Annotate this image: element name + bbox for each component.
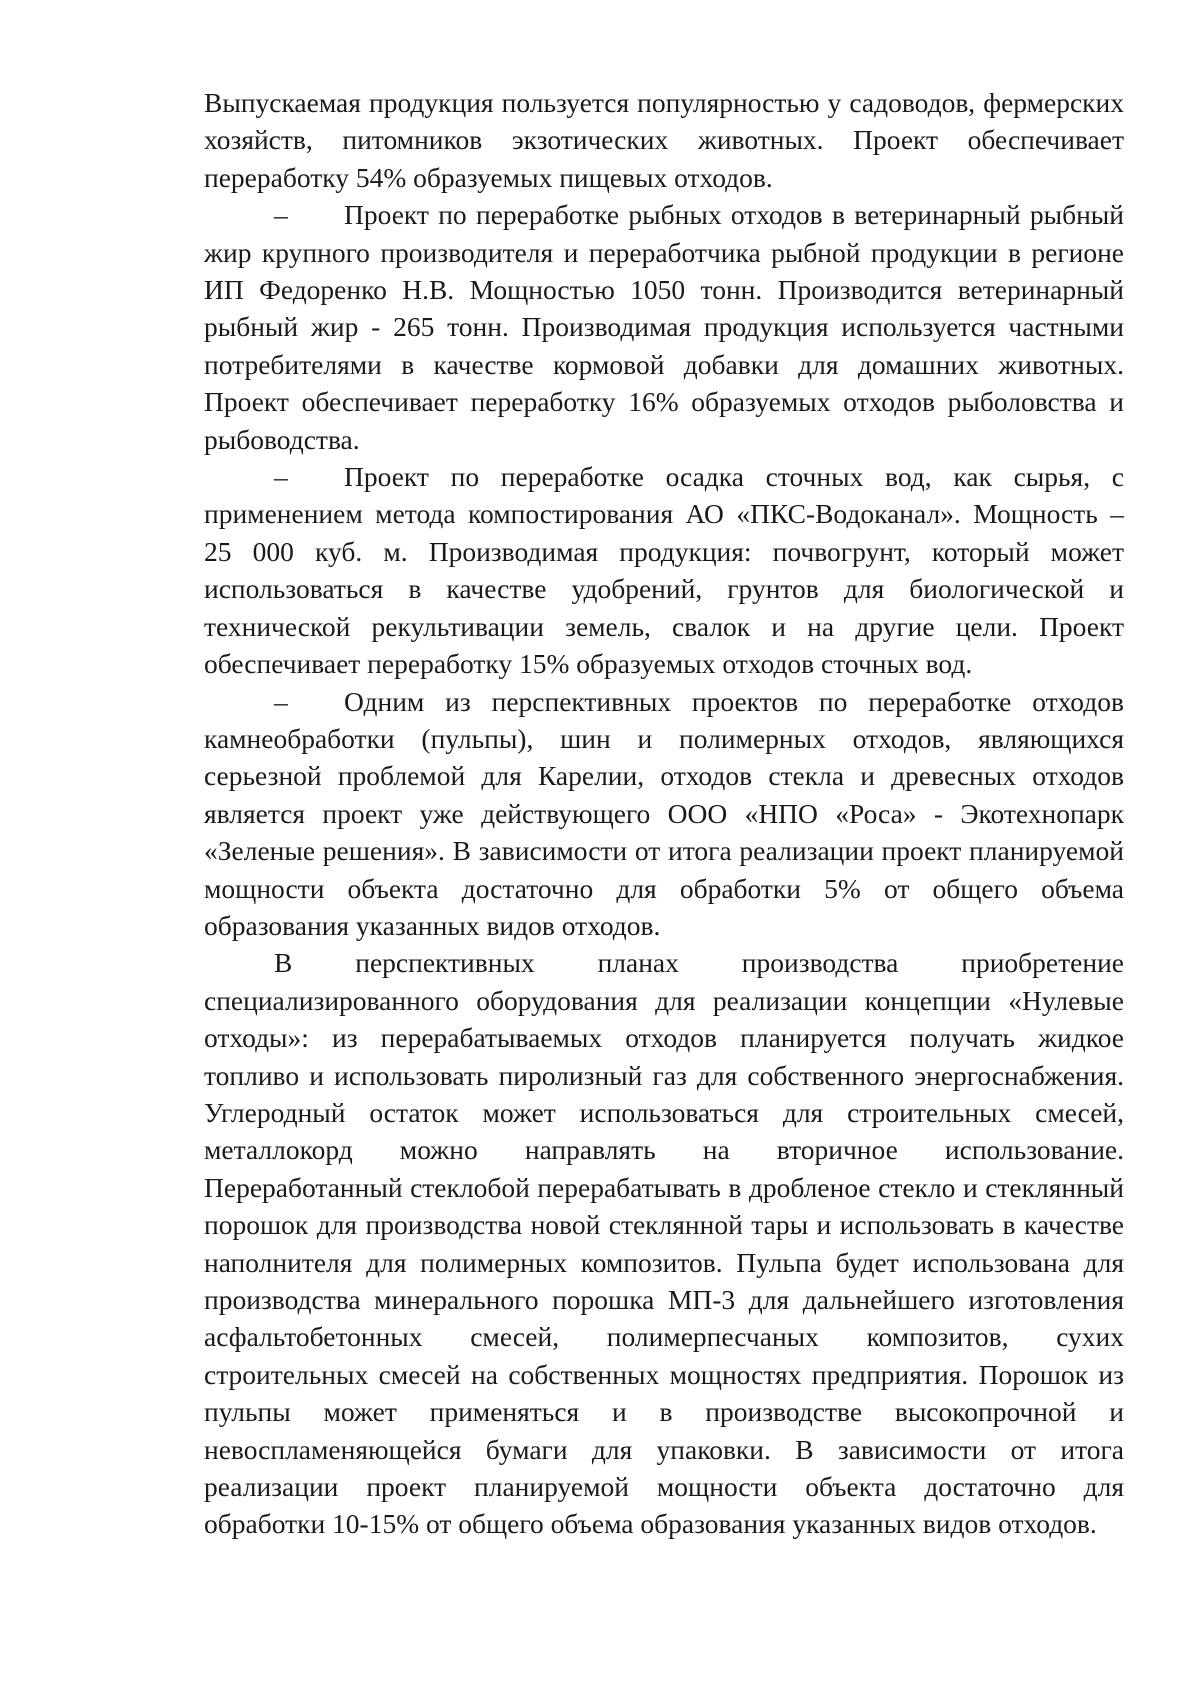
list-item-text: Проект по переработке рыбных отходов в ветеринарный рыбный жир крупного производителя и переработчика рыбной продукции в регионе ИП Федоренко Н.В. Мощностью 1050 тонн. Производится ветеринарный рыбный жир - 265 тонн. Производимая продукция используется частными потребителями в качестве кормовой добавки для домашних животных. Проект обеспечивает переработку 16% образуемых отходов рыболовства и рыбоводства. (204, 199, 1124, 455)
paragraph-products-popularity (204, 84, 1124, 196)
paragraph-zero-waste-plans (204, 944, 1124, 1543)
document-body (204, 84, 1124, 1543)
list-dash-marker: – (274, 685, 288, 717)
list-item-text: Проект по переработке осадка сточных вод, как сырья, с применением метода компостирования АО «ПКС-Водоканал». Мощность – 25 000 куб. м. Производимая продукция: почвогрунт, который может использоваться в качестве удобрений, грунтов для биологической и технической рекультивации земель, свалок и на другие цели. Проект обеспечивает переработку 15% образуемых отходов сточных вод. (204, 461, 1124, 680)
list-item-ecotechnopark-project (204, 683, 1124, 945)
list-item-sewage-sludge-project (204, 458, 1124, 682)
list-item-text: Одним из перспективных проектов по переработке отходов камнеобработки (пульпы), шин и полимерных отходов, являющихся серьезной проблемой для Карелии, отходов стекла и древесных отходов является проект уже действующего ООО «НПО «Роса» - Экотехнопарк «Зеленые решения». В зависимости от итога реализации проект планируемой мощности объекта достаточно для обработки 5% от общего объема образования указанных видов отходов. (204, 685, 1124, 941)
list-dash-marker: – (274, 461, 288, 493)
list-item-fish-waste-project (204, 196, 1124, 458)
paragraph-text: В перспективных планах производства приобретение специализированного оборудования для реализации концепции «Нулевые отходы»: из перерабатываемых отходов планируется получать жидкое топливо и использовать пиролизный газ для собственного энергоснабжения. Углеродный остаток может использоваться для строительных смесей, металлокорд можно направлять на вторичное использование. Переработанный стеклобой перерабатывать в дробленое стекло и стеклянный порошок для производства новой стеклянной тары и использовать в качестве наполнителя для полимерных композитов. Пульпа будет использована для производства минерального порошка МП-3 для дальнейшего изготовления асфальтобетонных смесей, полимерпесчаных композитов, сухих строительных смесей на собственных мощностях предприятия. Порошок из пульпы может применяться и в производстве высокопрочной и невоспламеняющейся бумаги для упаковки. В зависимости от итога реализации проект планируемой мощности объекта достаточно для обработки 10-15% от общего объема образования указанных видов отходов. (204, 947, 1124, 1540)
list-dash-marker: – (274, 199, 288, 231)
paragraph-text: Выпускаемая продукция пользуется популярностью у садоводов, фермерских хозяйств, питомников экзотических животных. Проект обеспечивает переработку 54% образуемых пищевых отходов. (204, 87, 1124, 193)
